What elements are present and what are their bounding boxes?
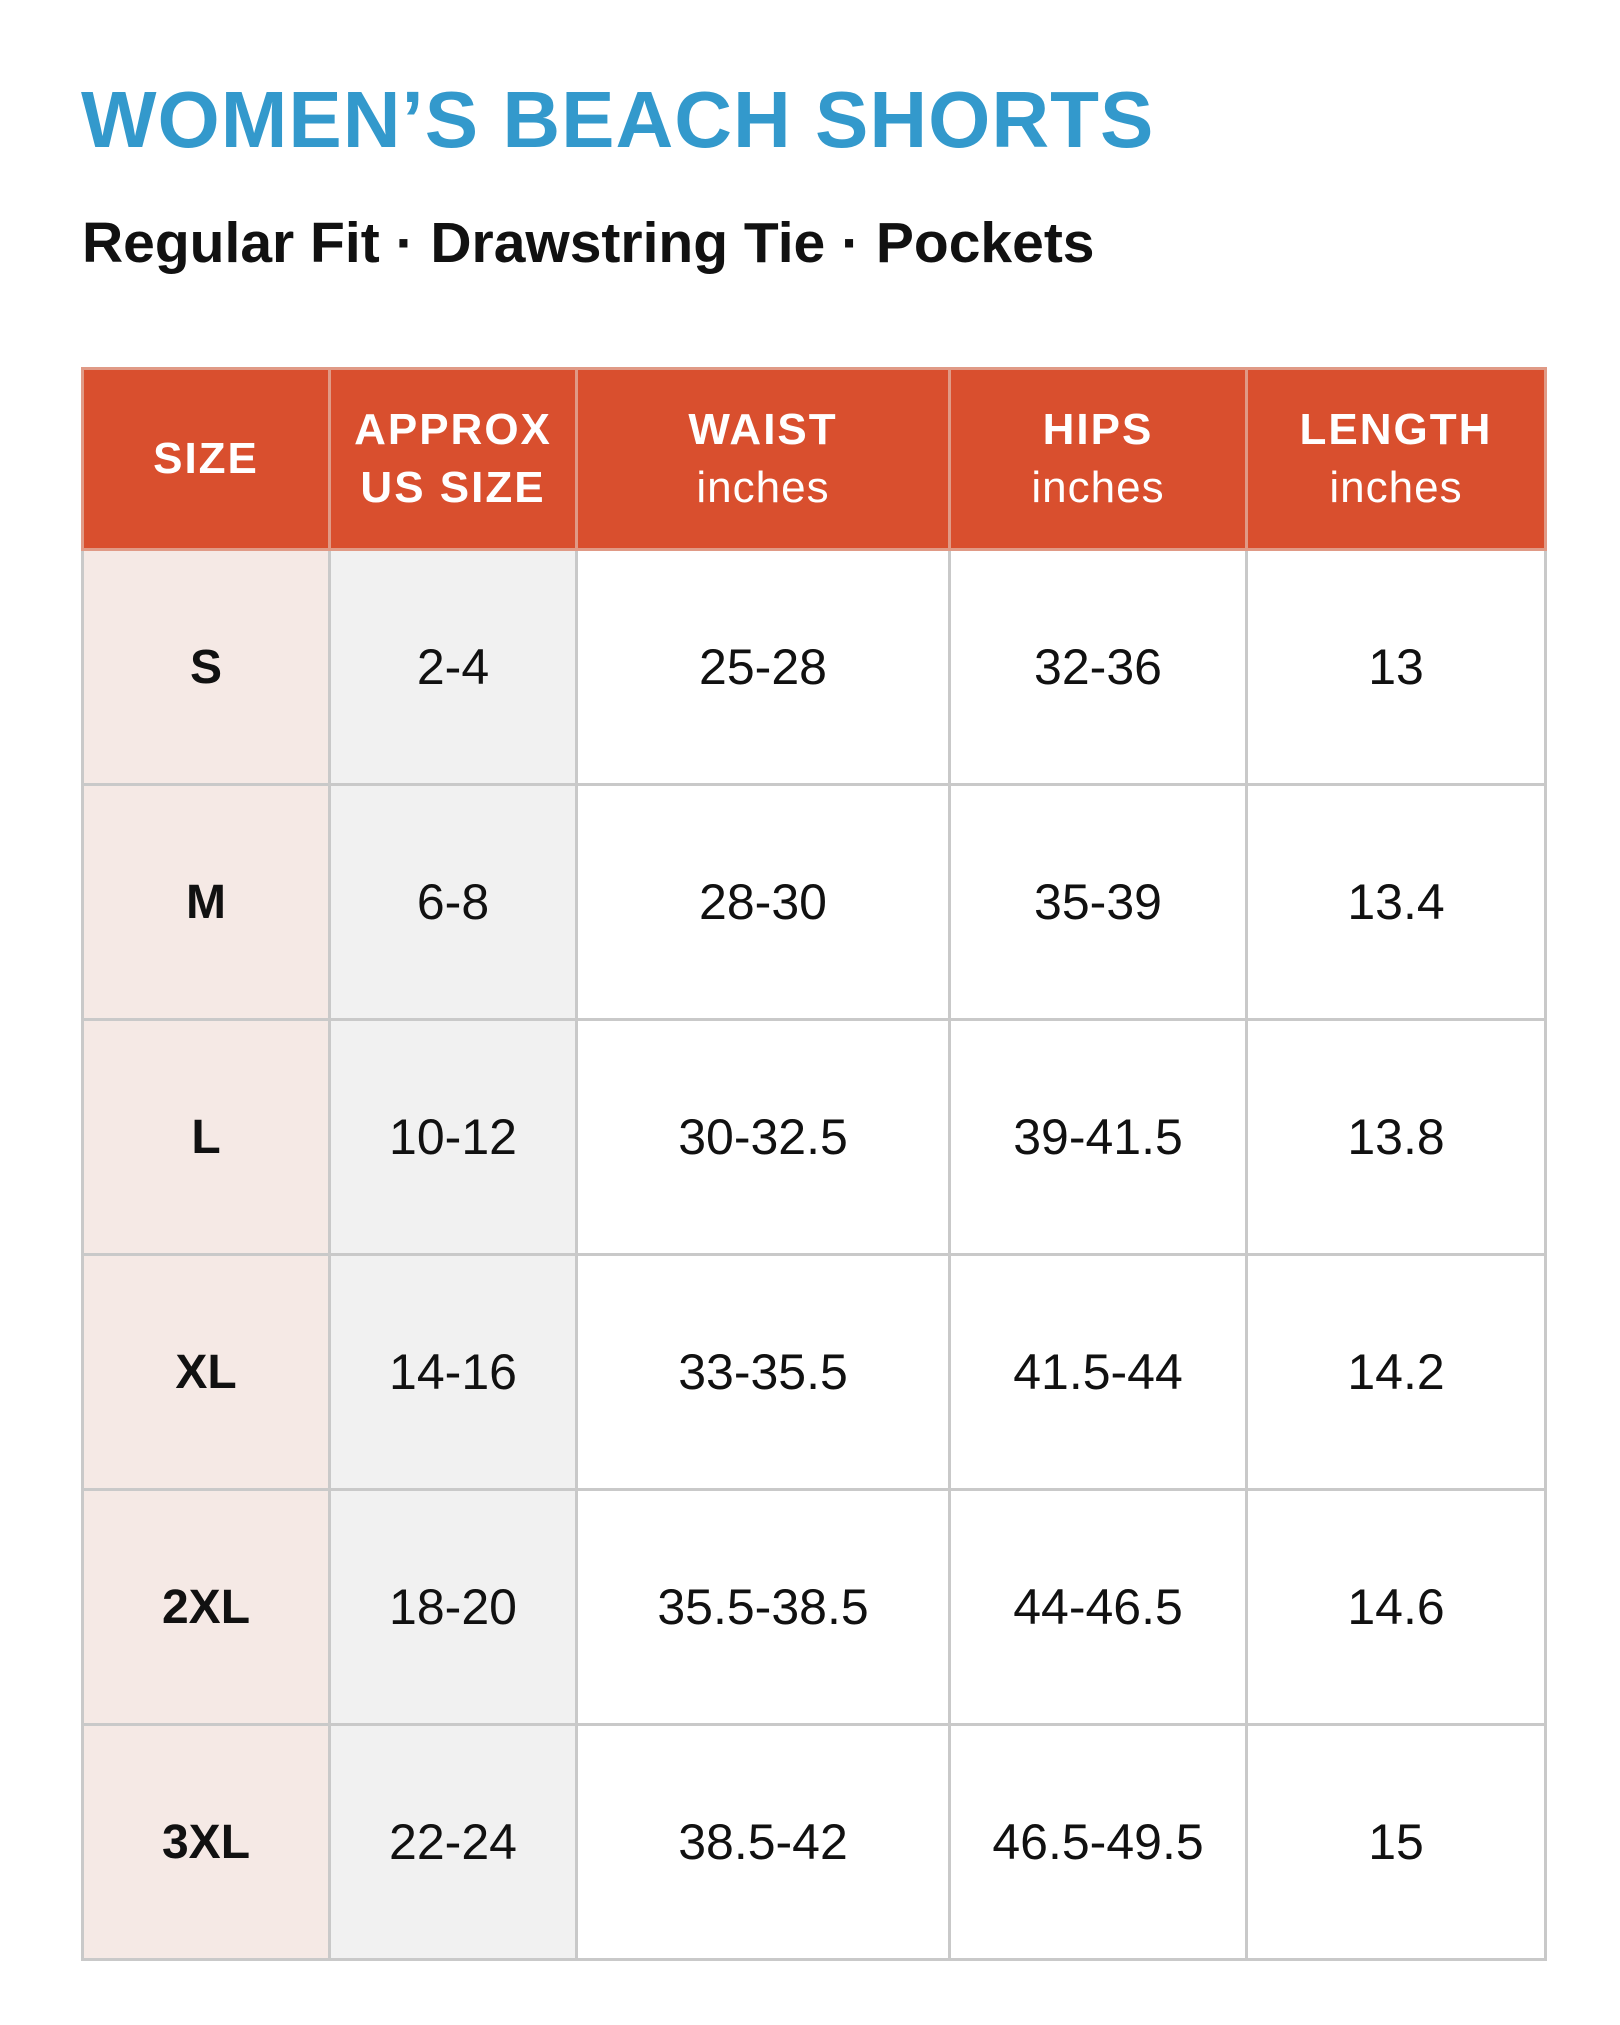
hips-cell: 35-39 [950,785,1247,1020]
header-hips-unit: inches [1031,463,1165,512]
hips-cell: 39-41.5 [950,1020,1247,1255]
table-row [83,1255,1546,1490]
us-size-cell: 18-20 [330,1490,577,1725]
us-size-cell: 22-24 [330,1725,577,1960]
table-row [83,550,1546,785]
length-cell: 14.2 [1247,1255,1546,1490]
header-waist [577,369,950,550]
hips-cell: 44-46.5 [950,1490,1247,1725]
length-cell: 14.6 [1247,1490,1546,1725]
length-cell: 13.4 [1247,785,1546,1020]
size-chart-table [81,367,1547,1961]
page-title: WOMEN’S BEACH SHORTS [81,75,1155,164]
length-cell: 13 [1247,550,1546,785]
header-hips-label: HIPS [1042,405,1154,454]
header-approx-us-size [330,369,577,550]
waist-cell: 38.5-42 [577,1725,950,1960]
header-waist-label: WAIST [688,405,838,454]
size-cell: L [83,1020,330,1255]
size-cell: 3XL [83,1725,330,1960]
hips-cell: 41.5-44 [950,1255,1247,1490]
header-waist-unit: inches [696,463,830,512]
length-cell: 13.8 [1247,1020,1546,1255]
waist-cell: 35.5-38.5 [577,1490,950,1725]
length-cell: 15 [1247,1725,1546,1960]
waist-cell: 25-28 [577,550,950,785]
table-row [83,1020,1546,1255]
us-size-cell: 10-12 [330,1020,577,1255]
header-size [83,369,330,550]
table-row [83,1490,1546,1725]
header-size-label: SIZE [153,434,259,483]
header-length-unit: inches [1329,463,1463,512]
size-cell: XL [83,1255,330,1490]
table-row [83,1725,1546,1960]
waist-cell: 30-32.5 [577,1020,950,1255]
size-cell: S [83,550,330,785]
us-size-cell: 14-16 [330,1255,577,1490]
header-length-label: LENGTH [1299,405,1493,454]
table-row [83,785,1546,1020]
waist-cell: 33-35.5 [577,1255,950,1490]
page-subtitle: Regular Fit · Drawstring Tie · Pockets [82,211,1095,275]
hips-cell: 46.5-49.5 [950,1725,1247,1960]
header-length [1247,369,1546,550]
table-header-row [83,369,1546,550]
size-cell: M [83,785,330,1020]
us-size-cell: 2-4 [330,550,577,785]
us-size-cell: 6-8 [330,785,577,1020]
header-us-size-label: US SIZE [360,463,546,512]
hips-cell: 32-36 [950,550,1247,785]
waist-cell: 28-30 [577,785,950,1020]
header-hips [950,369,1247,550]
header-approx-label: APPROX [354,405,552,454]
size-cell: 2XL [83,1490,330,1725]
